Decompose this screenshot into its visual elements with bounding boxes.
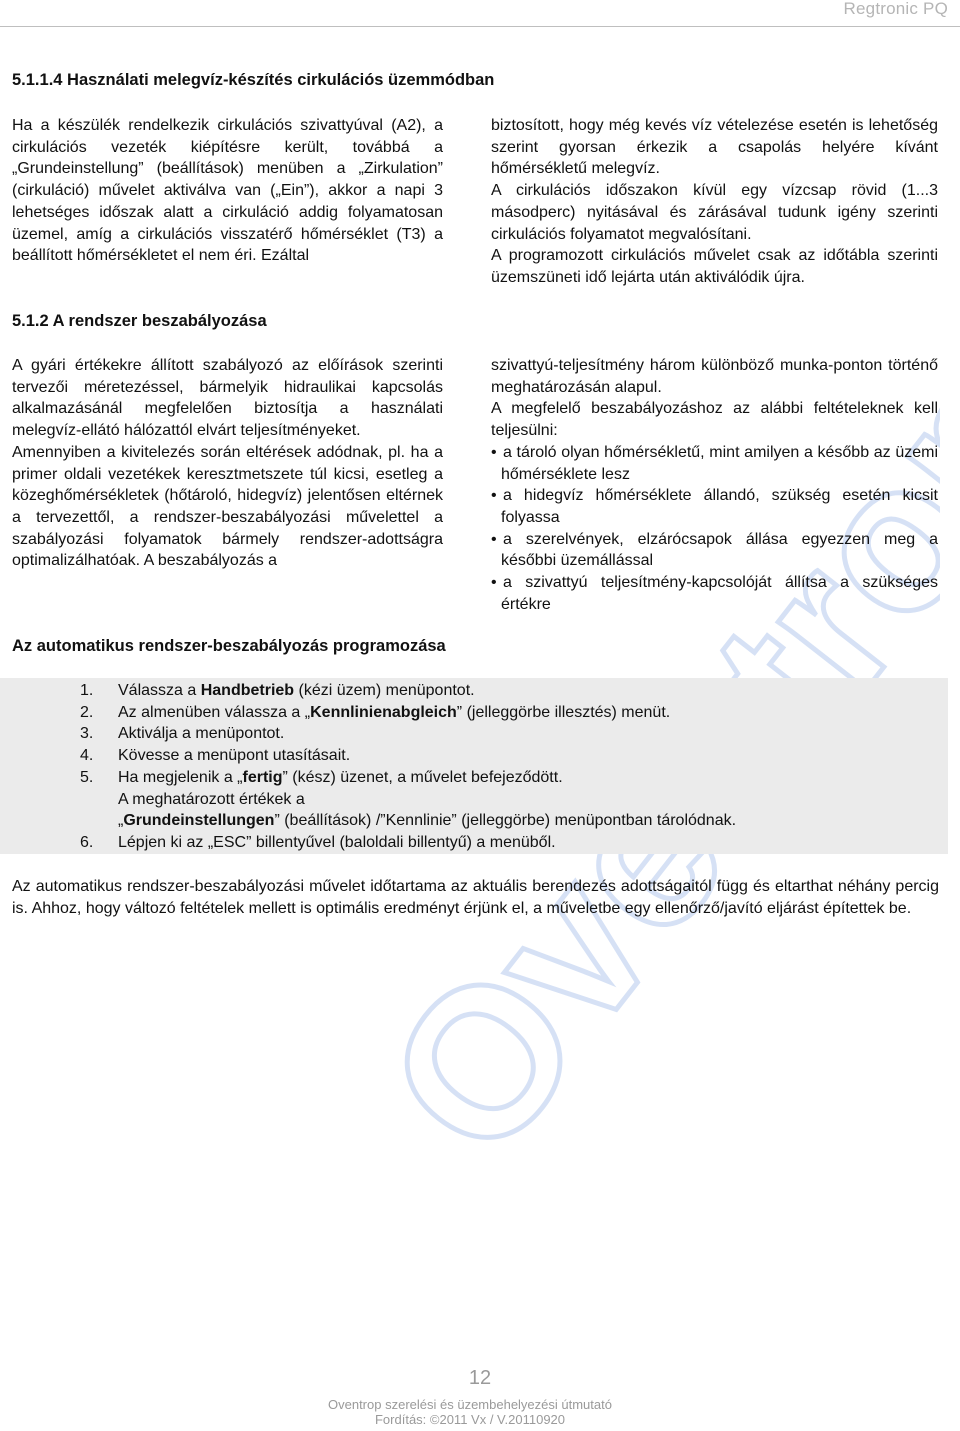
step-item: „Grundeinstellungen” (beállítások) /”Kennlinie” (jelleggörbe) menüpontban tárolódnak. bbox=[118, 812, 737, 830]
step-item: 1. Válassza a Handbetrieb (kézi üzem) menüpontot. bbox=[80, 682, 475, 699]
step-item: 2. Az almenüben válassza a „Kennlinienabgleich” (jelleggörbe illesztés) menüt. bbox=[80, 703, 671, 721]
section1-right-paragraph-1: biztosított, hogy még kevés víz vételezése esetén is lehetőség szerint gyorsan érkezik a csapolás helyére kívánt hőmérsékletű melegvíz. bbox=[491, 117, 938, 178]
footer-translation: Fordítás: ©2011 Vx / V.20110920 bbox=[374, 1412, 566, 1427]
section2-left-column bbox=[12, 355, 443, 572]
list-item: • a tároló olyan hőmérsékletű, mint amilyen a később az üzemi hőmérséklete lesz bbox=[491, 443, 938, 483]
step-item: 4. Kövesse a menüpont utasításait. bbox=[80, 747, 351, 765]
page-number: 12 bbox=[468, 1367, 492, 1389]
section1-right-column bbox=[491, 115, 938, 289]
section2-right-paragraph-2: A megfelelő beszabályozáshoz az alábbi feltételeknek kell teljesülni: bbox=[491, 400, 938, 440]
bullet-icon: • bbox=[491, 487, 497, 505]
step-item: 5. Ha megjelenik a „fertig” (kész) üzenet, a művelet befejeződött. bbox=[80, 768, 563, 786]
section-title-5-1-1-4: 5.1.1.4 Használati melegvíz-készítés cirkulációs üzemmódban bbox=[12, 71, 495, 89]
list-item: • a hidegvíz hőmérséklete állandó, szükség esetén kicsit folyassa bbox=[491, 487, 938, 526]
section-title-auto-balancing: Az automatikus rendszer-beszabályozás programozása bbox=[12, 637, 446, 655]
section2-left-paragraph-2: Amennyiben a kivitelezés során eltérések adódnak, pl. ha a primer oldali vezetékek keresztmetszete túl kicsi, esetleg a közeghőmérsékletek (hőtároló, hidegvíz) jelentősen eltérnek a tervezettől, a rendszer-beszabályozási művelettel a szabályozási folyamatok bármely rendszer-adottságra optimalizálhatóak. A beszabályozás a bbox=[12, 443, 443, 570]
section2-right-column bbox=[491, 355, 938, 615]
steps-list bbox=[80, 680, 736, 854]
section-title-5-1-2: 5.1.2 A rendszer beszabályozása bbox=[12, 312, 267, 330]
section1-right-paragraph-2: A cirkulációs időszakon kívül egy vízcsap rövid (1...3 másodperc) nyitásával és zárásával tudunk igény szerinti cirkulációs folyamatot megvalósítani. bbox=[491, 182, 938, 243]
footer-doc-title: Oventrop szerelési és üzembehelyezési útmutató bbox=[328, 1397, 612, 1412]
step-item: 3. Aktiválja a menüpontot. bbox=[80, 725, 285, 743]
section1-left-paragraph: Ha a készülék rendelkezik cirkulációs szivattyúval (A2), a cirkulációs vezeték kiépítésre került, továbbá a „Grundeinstellung” (beállítások) menüben a „Zirkulation” (cirkuláció) művelet aktiválva van („Ein”), akkor a napi 3 lehetséges időszak alatt a cirkuláció addig folyamatosan üzemel, amíg a cirkulációs visszatérő hőmérséklet (T3) a beállított hőmérsékletet el nem éri. Ezáltal bbox=[12, 117, 443, 265]
bullet-icon: • bbox=[491, 443, 497, 461]
step-item: A meghatározott értékek a bbox=[118, 790, 305, 808]
section2-right-paragraph-1: szivattyú-teljesítmény három különböző munka-ponton történő meghatározásán alapul. bbox=[491, 357, 938, 396]
section1-left-column bbox=[12, 115, 443, 267]
section2-left-paragraph-1: A gyári értékekre állított szabályozó az előírások szerinti tervezői méretezéssel, bármelyik hidraulikai kapcsolás alkalmazásánál megfelelően biztosítja a használati melegvíz-ellátó hálózattól elvárt teljesítményeket. bbox=[12, 357, 443, 440]
closing-paragraph: Az automatikus rendszer-beszabályozási művelet időtartama az aktuális berendezés adottságaitól függ és eltarthat néhány percig is. Ahhoz, hogy változó feltételek mellett is optimális eredményt érjünk el, a műveletbe egy ellenőrző/javító eljárást építettek be. bbox=[12, 878, 939, 917]
step-item: 6. Lépjen ki az „ESC” billentyűvel (baloldali billentyű) a menüből. bbox=[80, 833, 556, 851]
bullet-icon: • bbox=[491, 574, 497, 592]
list-item: • a szivattyú teljesítmény-kapcsolóját állítsa a szükséges értékre bbox=[491, 574, 938, 613]
section1-right-paragraph-3: A programozott cirkulációs művelet csak az időtábla szerinti üzemszüneti idő lejárta után aktiválódik újra. bbox=[491, 247, 938, 286]
conditions-list bbox=[491, 442, 938, 616]
header-brand: Regtronic PQ bbox=[843, 0, 948, 18]
header-divider bbox=[0, 26, 960, 27]
bullet-icon: • bbox=[491, 530, 497, 548]
list-item: • a szerelvények, elzárócsapok állása egyezzen meg a későbbi üzemállással bbox=[491, 530, 938, 570]
